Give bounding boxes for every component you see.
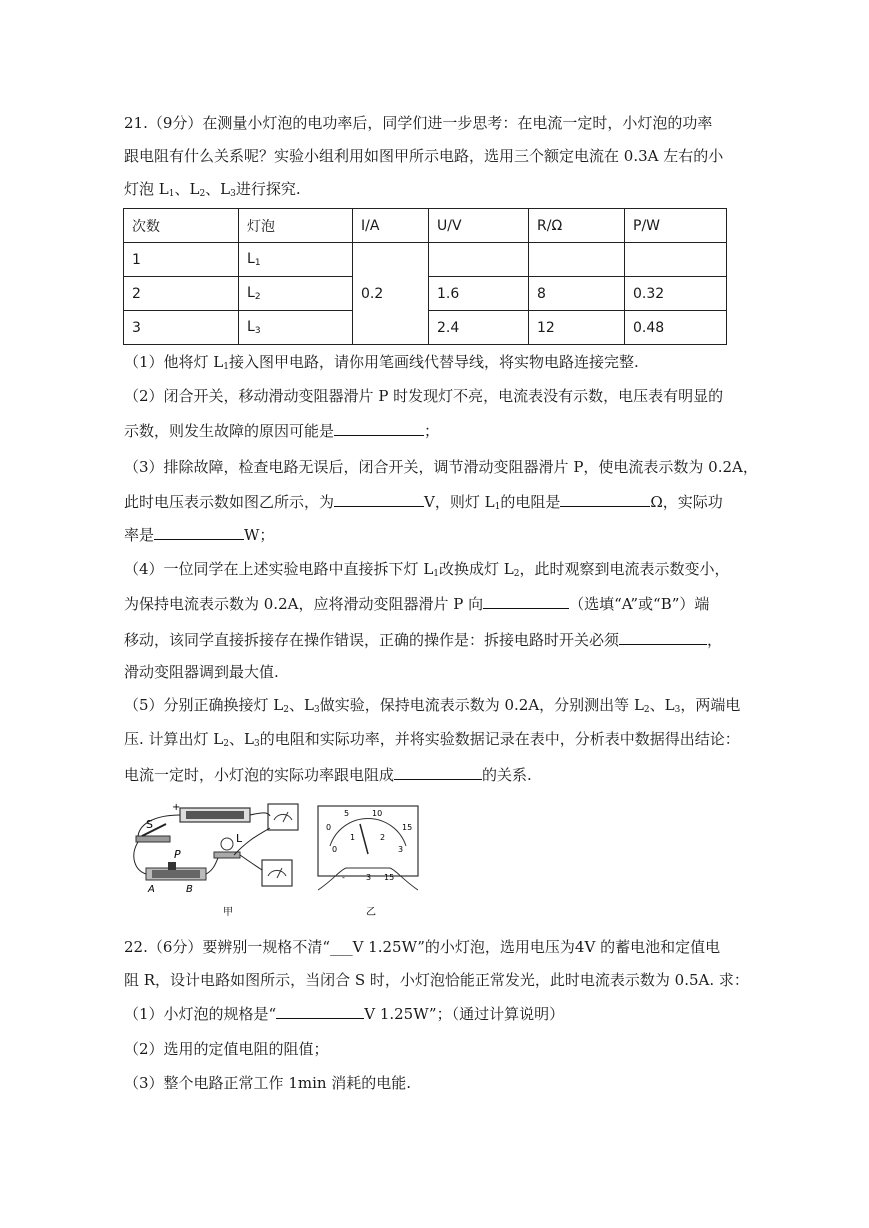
svg-text:0: 0 bbox=[332, 845, 338, 854]
ammeter-icon bbox=[262, 860, 292, 886]
svg-text:1: 1 bbox=[350, 833, 356, 842]
svg-text:A: A bbox=[148, 884, 155, 895]
answer-blank[interactable] bbox=[483, 592, 569, 609]
svg-text:3: 3 bbox=[398, 845, 404, 854]
q21-part-4c: 移动，该同学直接拆接存在操作错误，正确的操作是：拆接电路时开关必须 ， bbox=[124, 628, 722, 650]
svg-text:-: - bbox=[342, 873, 345, 882]
table-header-row bbox=[124, 209, 727, 243]
q21-part-5: （5）分别正确换接灯 $L_2$、$L_3$做实验，保持电流表示数为 0.2A，分别测出等 $L_2$、$L_3$，两端电 bbox=[124, 696, 741, 715]
voltmeter-icon bbox=[268, 804, 298, 830]
svg-text:15: 15 bbox=[384, 873, 395, 882]
q21-part-4d: 滑动变阻器调到最大值. bbox=[124, 663, 279, 681]
q21-part-4: （4）一位同学在上述实验电路中直接拆下灯 $L_1$改换成灯 $L_2$，此时观察到电流表示数变小， bbox=[124, 560, 730, 579]
answer-blank[interactable] bbox=[619, 628, 707, 645]
circuit-figure bbox=[128, 800, 433, 920]
lamp-icon bbox=[214, 832, 243, 858]
q21-part-4b: 为保持电流表示数为 0.2A，应将滑动变阻器滑片 P 向 （选填“A”或“B”）端 bbox=[124, 592, 709, 614]
figure-label-yi: 乙 bbox=[366, 907, 376, 918]
svg-text:S: S bbox=[146, 818, 153, 831]
figure-label-jia: 甲 bbox=[223, 907, 233, 918]
rheostat-icon bbox=[146, 848, 206, 895]
table-row: 1 $L_1$ 0.2 bbox=[124, 243, 727, 277]
q21-part-5b: 压. 计算出灯 $L_2$、$L_3$的电阻和实际功率，并将实验数据记录在表中，分析表中数据得出结论： bbox=[124, 730, 740, 749]
svg-text:10: 10 bbox=[372, 809, 383, 818]
q21-line-2: 跟电阻有什么关系呢？实验小组利用如图甲所示电路，选用三个额定电流在 0.3A 左右的小 bbox=[124, 147, 724, 165]
q21-part-2b: 示数，则发生故障的原因可能是 ； bbox=[124, 419, 439, 441]
svg-text:+: + bbox=[172, 802, 181, 813]
table-header: 次数 bbox=[124, 209, 239, 243]
q21-part-3: （3）排除故障，检查电路无误后，闭合开关，调节滑动变阻器滑片 P，使电流表示数为 0.2A， bbox=[124, 458, 758, 476]
table-header: I/A bbox=[353, 209, 429, 243]
answer-blank[interactable] bbox=[394, 763, 482, 780]
svg-text:15: 15 bbox=[402, 823, 413, 832]
answer-blank[interactable] bbox=[560, 490, 650, 507]
q21-line-3: 灯泡 $L_1$、$L_2$、$L_3$进行探究. bbox=[124, 180, 301, 199]
svg-text:2: 2 bbox=[380, 833, 386, 842]
q21-part-1: （1）他将灯 $L_1$接入图甲电路，请你用笔画线代替导线，将实物电路连接完整. bbox=[124, 353, 639, 372]
q21-part-5c: 电流一定时，小灯泡的实际功率跟电阻成 的关系. bbox=[124, 763, 532, 785]
table-row: 2 $L_2$ 1.6 8 0.32 bbox=[124, 277, 727, 311]
data-table bbox=[123, 208, 727, 345]
q21-part-2: （2）闭合开关，移动滑动变阻器滑片 P 时发现灯不亮，电流表没有示数，电压表有明显的 bbox=[124, 387, 724, 405]
svg-text:P: P bbox=[174, 848, 181, 861]
q22-part-2: （2）选用的定值电阻的阻值； bbox=[124, 1040, 329, 1058]
table-header: 灯泡 bbox=[239, 209, 353, 243]
switch-icon bbox=[136, 818, 170, 842]
answer-blank[interactable] bbox=[334, 490, 424, 507]
answer-blank[interactable] bbox=[276, 1002, 364, 1019]
answer-blank[interactable] bbox=[154, 523, 244, 540]
q21-part-3c: 率是 W； bbox=[124, 523, 274, 545]
q21-line-1: 21.（9分）在测量小灯泡的电功率后，同学们进一步思考：在电流一定时，小灯泡的功率 bbox=[124, 114, 713, 132]
q22-line-1: 22.（6分）要辨别一规格不清“___V 1.25W”的小灯泡，选用电压为4V 的蓄电池和定值电 bbox=[124, 938, 721, 956]
svg-text:0: 0 bbox=[326, 823, 332, 832]
current-cell: 0.2 bbox=[353, 243, 429, 345]
svg-text:L: L bbox=[236, 832, 243, 845]
q21-part-3b: 此时电压表示数如图乙所示，为 V，则灯 $L_1$的电阻是 Ω，实际功 bbox=[124, 490, 723, 517]
table-header: R/Ω bbox=[529, 209, 625, 243]
answer-blank[interactable] bbox=[334, 419, 424, 436]
circuit-illustration bbox=[128, 800, 433, 920]
table-header: P/W bbox=[625, 209, 727, 243]
svg-text:5: 5 bbox=[344, 809, 350, 818]
battery-icon bbox=[172, 802, 250, 822]
table-row: 3 $L_3$ 2.4 12 0.48 bbox=[124, 311, 727, 345]
svg-text:B: B bbox=[186, 884, 193, 895]
q22-part-3: （3）整个电路正常工作 1min 消耗的电能. bbox=[124, 1074, 412, 1092]
q22-part-1: （1）小灯泡的规格是“ V 1.25W”；（通过计算说明） bbox=[124, 1002, 564, 1024]
voltmeter-dial bbox=[318, 806, 418, 890]
table-header: U/V bbox=[429, 209, 529, 243]
q22-line-2: 阻 R，设计电路如图所示，当闭合 S 时，小灯泡恰能正常发光，此时电流表示数为 0.5A. 求： bbox=[124, 971, 749, 989]
svg-text:3: 3 bbox=[366, 873, 372, 882]
